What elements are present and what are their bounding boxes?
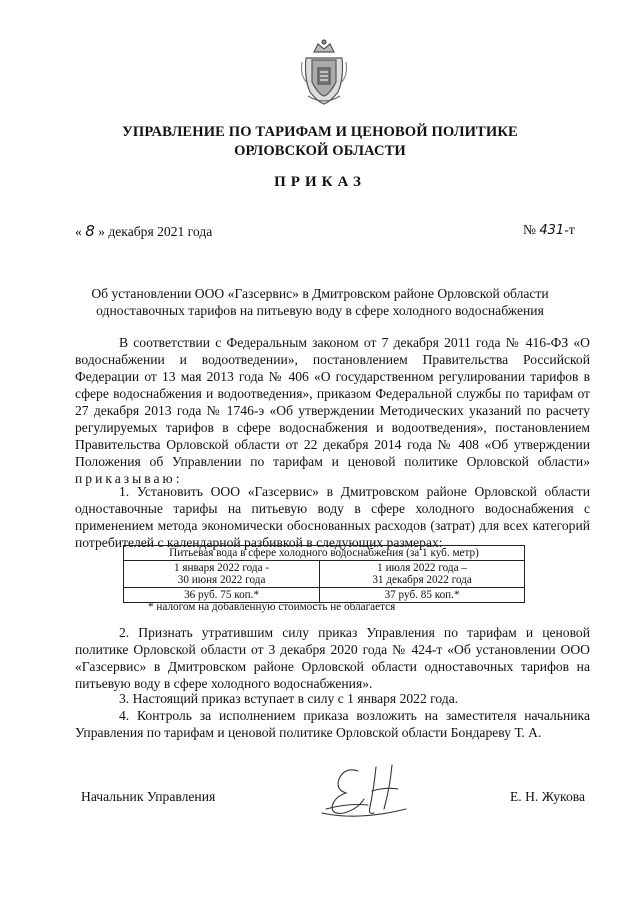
- number-prefix: №: [523, 222, 536, 237]
- table-row: [124, 546, 525, 561]
- table-cell-period-2: 1 июля 2022 года – 31 декабря 2022 года: [320, 561, 525, 588]
- signatory-name: Е. Н. Жукова: [510, 789, 586, 804]
- preamble-action: приказываю:: [75, 471, 183, 486]
- item-1-paragraph: 1. Установить ООО «Газсервис» в Дмитровском районе Орловской области одноставочные тарифы на питьевую воду в сфере холодного водоснабжения с применением метода экономически обоснованных расходов (затрат) для всех категорий потребителей с календарной разбивкой в следующих размерах:: [75, 484, 590, 550]
- item-4-paragraph: 4. Контроль за исполнением приказа возложить на заместителя начальника Управления по тарифам и ценовой политике Орловской области Бондареву Т. А.: [75, 708, 590, 740]
- date-prefix: «: [75, 224, 82, 239]
- table-cell-period-1: 1 января 2022 года - 30 июня 2022 года: [124, 561, 320, 588]
- vat-footnote: * налогом на добавленную стоимость не облагается: [148, 601, 396, 613]
- date-day-handwritten: 8: [85, 222, 95, 240]
- table-cell-price-2: 37 руб. 85 коп.*: [320, 588, 525, 603]
- preamble-text: В соответствии с Федеральным законом от 7 декабря 2011 года № 416-ФЗ «О водоснабжении и водоотведении», постановлением Правительства Российской Федерации от 13 мая 2013 года № 406 «О государственном регулировании тарифов в сфере водоснабжения и водоотведения», приказом Федеральной службы по тарифам от 27 декабря 2013 года № 1746-э «Об утверждении Методических указаний по расчету регулируемых тарифов в сфере водоснабжения и водоотведения», постановлением Правительства Орловской области от 22 декабря 2014 года № 408 «Об утверждении Положения об Управлении по тарифам и ценовой политике Орловской области»: [75, 335, 590, 469]
- number-suffix: -т: [564, 222, 575, 237]
- table-row: [124, 561, 525, 588]
- organization-name-line2: ОРЛОВСКОЙ ОБЛАСТИ: [234, 143, 406, 159]
- coat-of-arms-emblem: [300, 38, 348, 106]
- document-type-title: ПРИКАЗ: [274, 174, 366, 190]
- handwritten-signature: [318, 763, 408, 821]
- organization-name-line1: УПРАВЛЕНИЕ ПО ТАРИФАМ И ЦЕНОВОЙ ПОЛИТИКЕ: [122, 124, 518, 140]
- document-number: [523, 222, 575, 238]
- document-date: [75, 222, 212, 240]
- number-handwritten: 431: [539, 223, 565, 238]
- tariff-table: [123, 545, 525, 603]
- signatory-position: Начальник Управления: [81, 789, 216, 804]
- item-2-paragraph: 2. Признать утратившим силу приказ Управления по тарифам и ценовой политике Орловской области от 3 декабря 2020 года № 424-т «Об установлении ООО «Газсервис» в Дмитровском районе Орловской области одноставочных тарифов на питьевую воду в сфере холодного водоснабжения».: [75, 625, 590, 691]
- table-cell-price-1: 36 руб. 75 коп.*: [124, 588, 320, 603]
- item-3-paragraph: 3. Настоящий приказ вступает в силу с 1 января 2022 года.: [119, 691, 459, 706]
- date-suffix: » декабря 2021 года: [98, 224, 213, 239]
- subject-line2: одноставочных тарифов на питьевую воду в сфере холодного водоснабжения: [96, 303, 544, 318]
- subject-line1: Об установлении ООО «Газсервис» в Дмитровском районе Орловской области: [91, 286, 549, 301]
- table-header-cell: Питьевая вода в сфере холодного водоснабжения (за 1 куб. метр): [124, 546, 525, 561]
- preamble-paragraph: [75, 334, 590, 487]
